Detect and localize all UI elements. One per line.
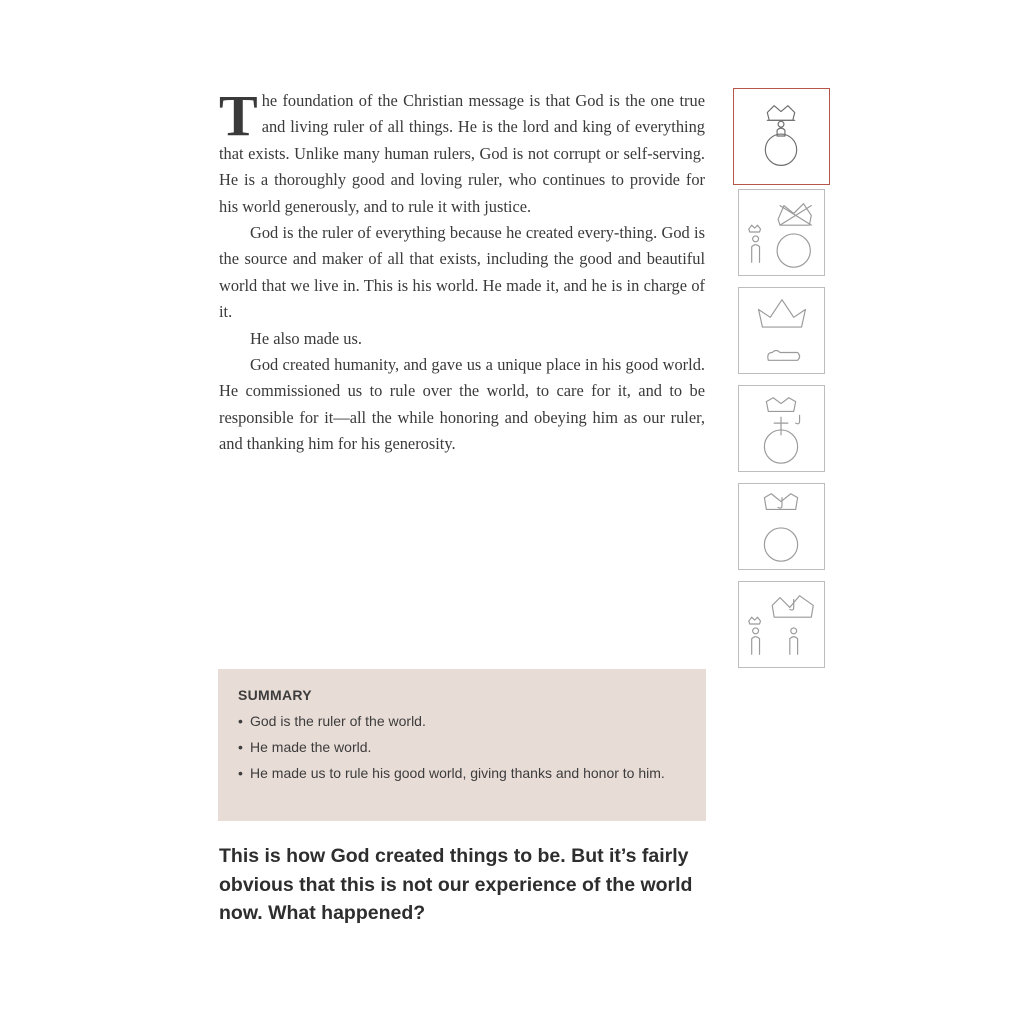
paragraph-3: He also made us. (250, 328, 362, 348)
paragraph-1 (219, 83, 705, 220)
paragraph-2: God is the ruler of everything because he created every-thing. God is the source and maker of all that exists, including the good and beautiful world that we live in. This is his world. He made it, and he is in charge of it. (219, 223, 705, 322)
crown-person-world-icon (734, 89, 829, 184)
summary-item: • God is the ruler of the world. (238, 711, 686, 732)
panel-crown-person-world[interactable] (733, 88, 830, 185)
summary-item: • He made the world. (238, 737, 686, 758)
crown-cross-world-icon (739, 386, 824, 471)
paragraph-4: God created humanity, and gave us a unique place in his good world. He commissioned us to rule over the world, to care for it, and to be responsible for it—all the while honoring and obeying him as our ruler, and thanking him for his generosity. (219, 355, 705, 454)
closing-question: This is how God created things to be. But it’s fairly obvious that this is not our experience of the world now. What happened? (219, 845, 693, 924)
crown-fallen-person-icon (739, 288, 824, 373)
summary-box (218, 669, 706, 821)
panel-crossed-crown[interactable] (738, 189, 825, 276)
drop-cap: T (219, 83, 258, 148)
crown-two-people-icon (739, 582, 824, 667)
panel-crown-world[interactable] (738, 483, 825, 570)
panel-crown-fallen[interactable] (738, 287, 825, 374)
paragraph-1-text: he foundation of the Christian message is that God is the one true and living ruler of all things. He is the lord and king of everything that exists. Unlike many human rulers, God is not corrupt or self-serving. He is a thoroughly good and loving ruler, who continues to provide for his world generously, and to rule it with justice. (219, 91, 705, 216)
summary-list (238, 711, 686, 784)
panel-crown-two-people[interactable] (738, 581, 825, 668)
summary-item: • He made us to rule his good world, giving thanks and honor to him. (238, 763, 686, 784)
body-text (219, 83, 705, 458)
crown-world-icon (739, 484, 824, 569)
crossed-crown-small-person-world-icon (739, 190, 824, 275)
summary-heading: SUMMARY (238, 687, 312, 703)
panel-crown-cross[interactable] (738, 385, 825, 472)
